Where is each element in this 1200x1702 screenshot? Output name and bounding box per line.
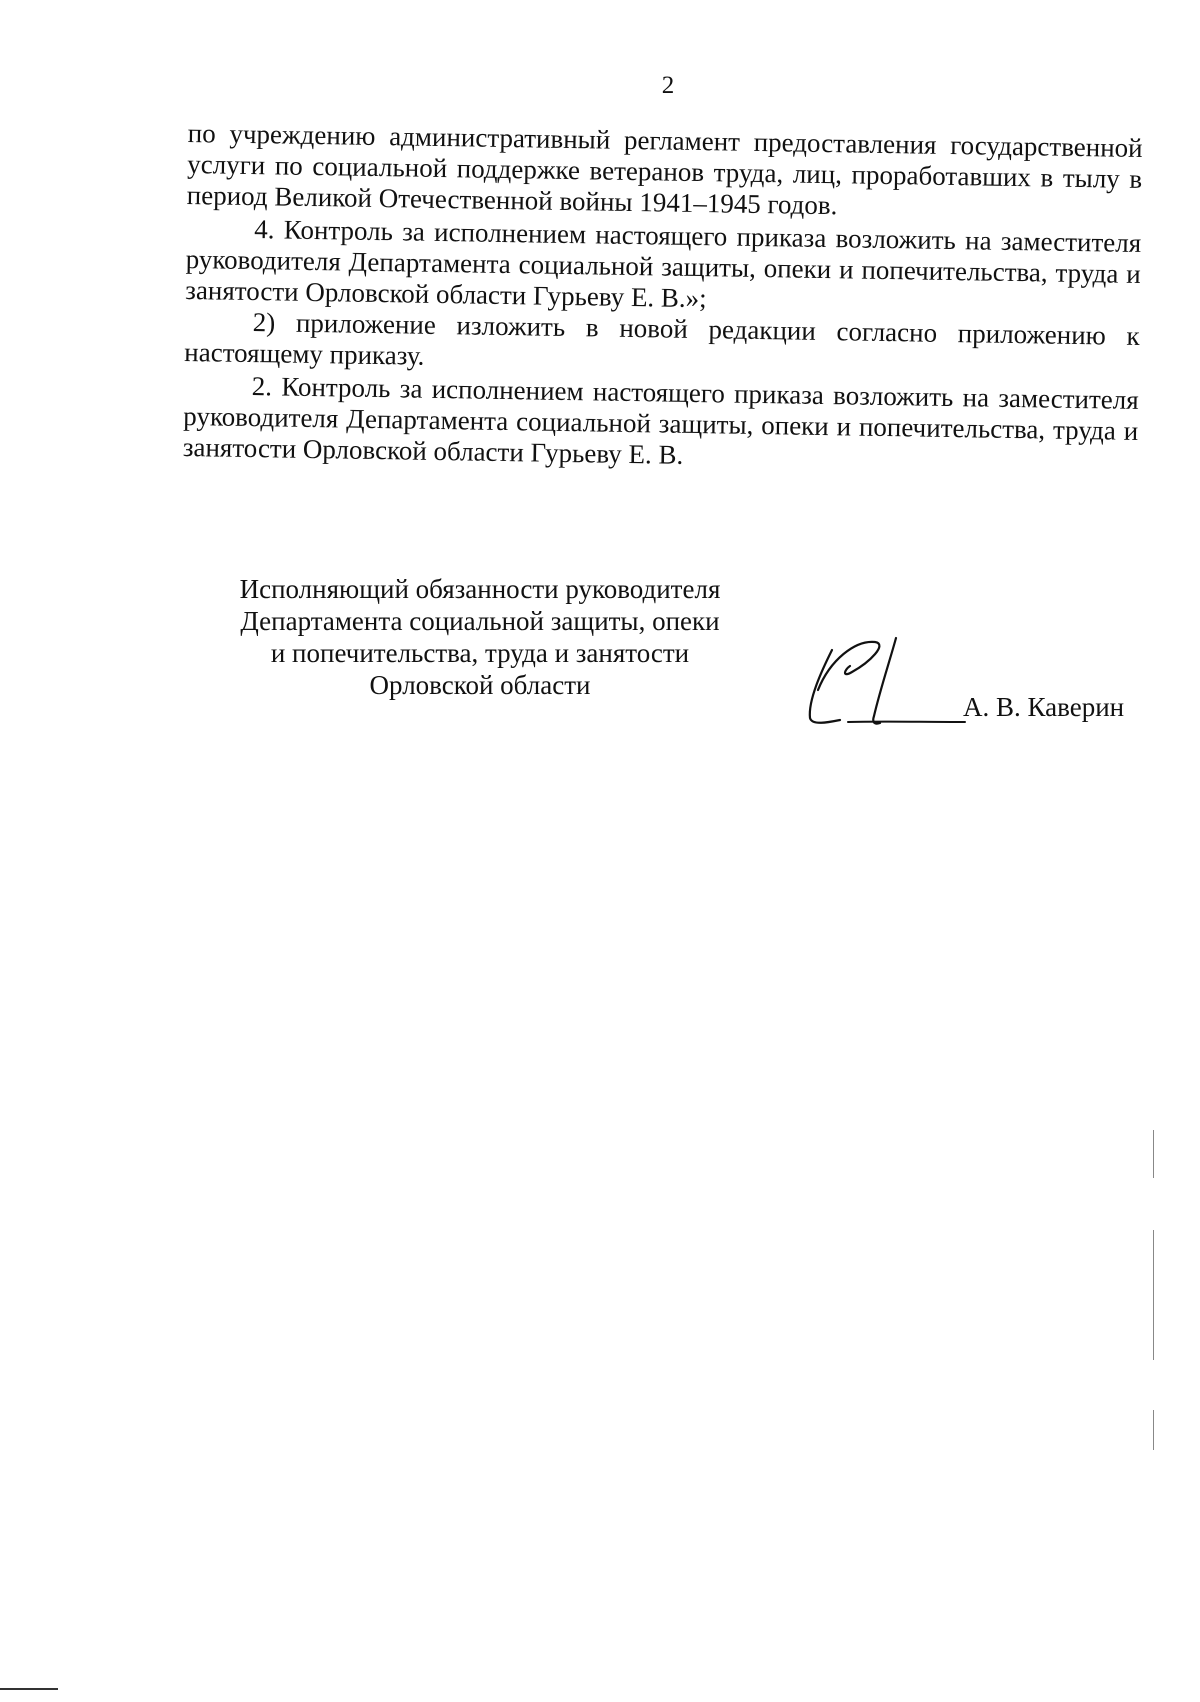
position-line: и попечительства, труда и занятости: [270, 638, 690, 668]
document-body: [183, 118, 1143, 478]
scan-edge-mark: [0, 1688, 58, 1690]
scan-edge-mark: [1153, 1410, 1154, 1450]
handwritten-signature: [800, 630, 970, 730]
scan-edge-mark: [1153, 1130, 1154, 1178]
position-line: Исполняющий обязанности руководителя: [239, 574, 721, 604]
signatory-position: [220, 573, 740, 701]
signer-name: А. В. Каверин: [963, 692, 1125, 722]
paragraph-item-4: 4. Контроль за исполнением настоящего приказа возложить на заместителя руководителя Департамента социальной защиты, опеки и попечительства, труда и занятости Орловской области Гурьеву Е. В.»;: [185, 214, 1142, 314]
page-number: 2: [661, 72, 675, 99]
paragraph-continuation: по учреждению административный регламент предоставления государственной услуги по социальной поддержке ветеранов труда, лиц, проработавших в тылу в период Великой Отечественной войны 1941–1945 годов.: [186, 118, 1143, 221]
scan-edge-mark: [1153, 1230, 1154, 1360]
position-line: Департамента социальной защиты, опеки: [240, 606, 720, 636]
paragraph-item-2: 2. Контроль за исполнением настоящего приказа возложить на заместителя руководителя Департамента социальной защиты, опеки и попечительства, труда и занятости Орловской области Гурьеву Е. В.: [182, 371, 1139, 470]
paragraph-subitem-2: 2) приложение изложить в новой редакции согласно приложению к настоящему приказу.: [184, 307, 1140, 371]
position-line: Орловской области: [369, 670, 591, 700]
